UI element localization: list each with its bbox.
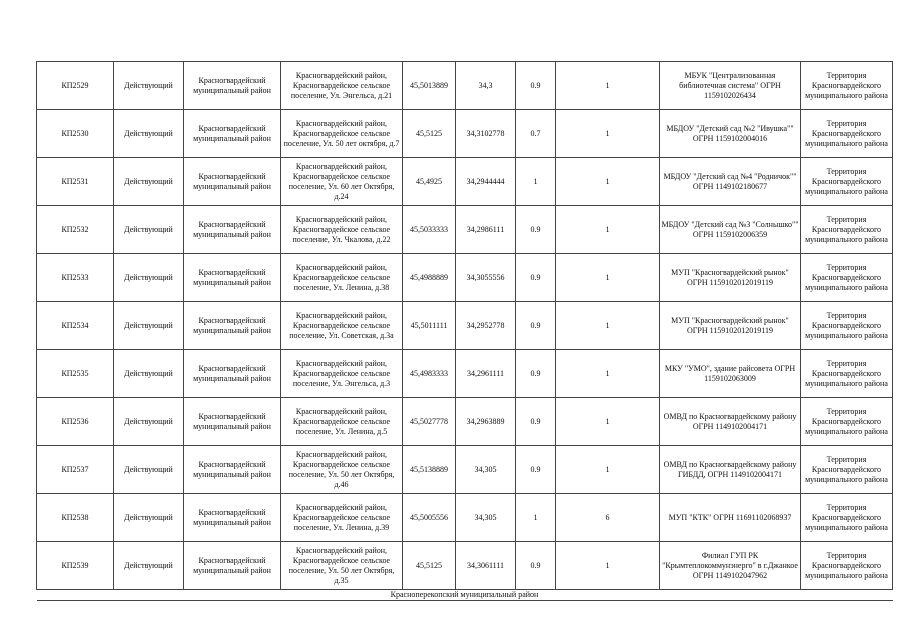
territory-cell: Территория Красногвардейского муниципального района bbox=[801, 494, 893, 542]
coverage-cell: 0.9 bbox=[516, 254, 556, 302]
table-row bbox=[37, 254, 893, 302]
longitude-cell: 34,2944444 bbox=[456, 158, 516, 206]
municipality-cell: Красногвардейский муниципальный район bbox=[184, 398, 281, 446]
municipality-cell: Красногвардейский муниципальный район bbox=[184, 62, 281, 110]
table-row bbox=[37, 302, 893, 350]
organization-cell: МУП "КТК" ОГРН 11691102068937 bbox=[660, 494, 801, 542]
container-count-cell: 1 bbox=[556, 350, 660, 398]
container-count-cell: 1 bbox=[556, 254, 660, 302]
territory-cell: Территория Красногвардейского муниципального района bbox=[801, 254, 893, 302]
longitude-cell: 34,3061111 bbox=[456, 542, 516, 590]
status-cell: Действующий bbox=[114, 446, 184, 494]
address-cell: Красногвардейский район, Красногвардейское сельское поселение, Ул. 60 лет Октября, д.24 bbox=[281, 158, 403, 206]
status-cell: Действующий bbox=[114, 206, 184, 254]
territory-cell: Территория Красногвардейского муниципального района bbox=[801, 398, 893, 446]
container-count-cell: 1 bbox=[556, 158, 660, 206]
municipality-cell: Красногвардейский муниципальный район bbox=[184, 254, 281, 302]
organization-cell: МУП "Красногвардейский рынок" ОГРН 1159102012019119 bbox=[660, 302, 801, 350]
organization-cell: ОМВД по Красногвардейскому району ГИБДД, ОГРН 1149102004171 bbox=[660, 446, 801, 494]
site-code-cell: КП2537 bbox=[37, 446, 114, 494]
status-cell: Действующий bbox=[114, 494, 184, 542]
longitude-cell: 34,2986111 bbox=[456, 206, 516, 254]
organization-cell: МБДОУ "Детский сад №4 "Родничок"" ОГРН 1149102180677 bbox=[660, 158, 801, 206]
table-row bbox=[37, 446, 893, 494]
status-cell: Действующий bbox=[114, 398, 184, 446]
address-cell: Красногвардейский район, Красногвардейское сельское поселение, Ул. Ленина, д.39 bbox=[281, 494, 403, 542]
table-row bbox=[37, 158, 893, 206]
table-row bbox=[37, 62, 893, 110]
latitude-cell: 45,5125 bbox=[403, 542, 456, 590]
organization-cell: Филиал ГУП РК "Крымтеплокоммунэнерго" в г.Джанкое ОГРН 1149102047962 bbox=[660, 542, 801, 590]
table-row bbox=[37, 542, 893, 590]
territory-cell: Территория Красногвардейского муниципального района bbox=[801, 110, 893, 158]
municipality-cell: Красногвардейский муниципальный район bbox=[184, 350, 281, 398]
address-cell: Красногвардейский район, Красногвардейское сельское поселение, Ул. Энгельса, д.21 bbox=[281, 62, 403, 110]
territory-cell: Территория Красногвардейского муниципального района bbox=[801, 350, 893, 398]
table-row bbox=[37, 398, 893, 446]
municipality-cell: Красногвардейский муниципальный район bbox=[184, 206, 281, 254]
coverage-cell: 0.9 bbox=[516, 542, 556, 590]
territory-cell: Территория Красногвардейского муниципального района bbox=[801, 206, 893, 254]
longitude-cell: 34,305 bbox=[456, 446, 516, 494]
organization-cell: МБДОУ "Детский сад №2 "Ивушка"" ОГРН 1159102004016 bbox=[660, 110, 801, 158]
territory-cell: Территория Красногвардейского муниципального района bbox=[801, 542, 893, 590]
longitude-cell: 34,3 bbox=[456, 62, 516, 110]
address-cell: Красногвардейский район, Красногвардейское сельское поселение, Ул. 50 лет октября, д.7 bbox=[281, 110, 403, 158]
territory-cell: Территория Красногвардейского муниципального района bbox=[801, 158, 893, 206]
municipality-cell: Красногвардейский муниципальный район bbox=[184, 494, 281, 542]
latitude-cell: 45,4925 bbox=[403, 158, 456, 206]
site-code-cell: КП2530 bbox=[37, 110, 114, 158]
container-count-cell: 1 bbox=[556, 542, 660, 590]
municipality-cell: Красногвардейский муниципальный район bbox=[184, 110, 281, 158]
latitude-cell: 45,5027778 bbox=[403, 398, 456, 446]
container-count-cell: 1 bbox=[556, 302, 660, 350]
status-cell: Действующий bbox=[114, 110, 184, 158]
organization-cell: МУП "Красногвардейский рынок" ОГРН 1159102012019119 bbox=[660, 254, 801, 302]
site-code-cell: КП2529 bbox=[37, 62, 114, 110]
site-code-cell: КП2533 bbox=[37, 254, 114, 302]
table-row bbox=[37, 350, 893, 398]
coverage-cell: 0.9 bbox=[516, 350, 556, 398]
latitude-cell: 45,5125 bbox=[403, 110, 456, 158]
coverage-cell: 0.9 bbox=[516, 446, 556, 494]
organization-cell: ОМВД по Красногвардейскому району ОГРН 1149102004171 bbox=[660, 398, 801, 446]
latitude-cell: 45,4988889 bbox=[403, 254, 456, 302]
status-cell: Действующий bbox=[114, 350, 184, 398]
coverage-cell: 1 bbox=[516, 158, 556, 206]
longitude-cell: 34,2952778 bbox=[456, 302, 516, 350]
status-cell: Действующий bbox=[114, 254, 184, 302]
container-count-cell: 6 bbox=[556, 494, 660, 542]
latitude-cell: 45,4983333 bbox=[403, 350, 456, 398]
address-cell: Красногвардейский район, Красногвардейское сельское поселение, Ул. Советская, д.3а bbox=[281, 302, 403, 350]
longitude-cell: 34,3102778 bbox=[456, 110, 516, 158]
status-cell: Действующий bbox=[114, 302, 184, 350]
municipality-cell: Красногвардейский муниципальный район bbox=[184, 446, 281, 494]
latitude-cell: 45,5033333 bbox=[403, 206, 456, 254]
municipality-cell: Красногвардейский муниципальный район bbox=[184, 302, 281, 350]
container-count-cell: 1 bbox=[556, 206, 660, 254]
site-code-cell: КП2539 bbox=[37, 542, 114, 590]
document-page bbox=[36, 61, 893, 601]
site-code-cell: КП2538 bbox=[37, 494, 114, 542]
registry-body bbox=[37, 62, 893, 590]
coverage-cell: 0.9 bbox=[516, 302, 556, 350]
address-cell: Красногвардейский район, Красногвардейское сельское поселение, Ул. Ленина, д.38 bbox=[281, 254, 403, 302]
site-code-cell: КП2536 bbox=[37, 398, 114, 446]
address-cell: Красногвардейский район, Красногвардейское сельское поселение, Ул. Ленина, д.5 bbox=[281, 398, 403, 446]
table-row bbox=[37, 206, 893, 254]
coverage-cell: 0.9 bbox=[516, 62, 556, 110]
longitude-cell: 34,3055556 bbox=[456, 254, 516, 302]
site-code-cell: КП2535 bbox=[37, 350, 114, 398]
status-cell: Действующий bbox=[114, 62, 184, 110]
coverage-cell: 0.7 bbox=[516, 110, 556, 158]
section-footer-row bbox=[37, 590, 893, 601]
municipality-cell: Красногвардейский муниципальный район bbox=[184, 542, 281, 590]
address-cell: Красногвардейский район, Красногвардейское сельское поселение, Ул. 50 лет Октября, д.35 bbox=[281, 542, 403, 590]
longitude-cell: 34,305 bbox=[456, 494, 516, 542]
coverage-cell: 1 bbox=[516, 494, 556, 542]
coverage-cell: 0.9 bbox=[516, 206, 556, 254]
coverage-cell: 0.9 bbox=[516, 398, 556, 446]
status-cell: Действующий bbox=[114, 158, 184, 206]
site-code-cell: КП2534 bbox=[37, 302, 114, 350]
section-label: Красноперекопский муниципальный район bbox=[37, 590, 893, 601]
status-cell: Действующий bbox=[114, 542, 184, 590]
territory-cell: Территория Красногвардейского муниципального района bbox=[801, 302, 893, 350]
organization-cell: МБУК "Централизованная библиотечная система" ОГРН 1159102026434 bbox=[660, 62, 801, 110]
table-row bbox=[37, 494, 893, 542]
container-count-cell: 1 bbox=[556, 110, 660, 158]
address-cell: Красногвардейский район, Красногвардейское сельское поселение, Ул. 50 лет Октября, д.46 bbox=[281, 446, 403, 494]
site-code-cell: КП2531 bbox=[37, 158, 114, 206]
registry-table bbox=[36, 61, 893, 601]
organization-cell: МБДОУ "Детский сад №3 "Солнышко"" ОГРН 1159102006359 bbox=[660, 206, 801, 254]
longitude-cell: 34,2961111 bbox=[456, 350, 516, 398]
organization-cell: МКУ "УМО", здание райсовета ОГРН 1159102063009 bbox=[660, 350, 801, 398]
site-code-cell: КП2532 bbox=[37, 206, 114, 254]
table-row bbox=[37, 110, 893, 158]
longitude-cell: 34,2963889 bbox=[456, 398, 516, 446]
container-count-cell: 1 bbox=[556, 398, 660, 446]
municipality-cell: Красногвардейский муниципальный район bbox=[184, 158, 281, 206]
latitude-cell: 45,5138889 bbox=[403, 446, 456, 494]
container-count-cell: 1 bbox=[556, 62, 660, 110]
latitude-cell: 45,5011111 bbox=[403, 302, 456, 350]
territory-cell: Территория Красногвардейского муниципального района bbox=[801, 446, 893, 494]
container-count-cell: 1 bbox=[556, 446, 660, 494]
address-cell: Красногвардейский район, Красногвардейское сельское поселение, Ул. Чкалова, д.22 bbox=[281, 206, 403, 254]
latitude-cell: 45,5005556 bbox=[403, 494, 456, 542]
territory-cell: Территория Красногвардейского муниципального района bbox=[801, 62, 893, 110]
address-cell: Красногвардейский район, Красногвардейское сельское поселение, Ул. Энгельса, д.3 bbox=[281, 350, 403, 398]
latitude-cell: 45,5013889 bbox=[403, 62, 456, 110]
